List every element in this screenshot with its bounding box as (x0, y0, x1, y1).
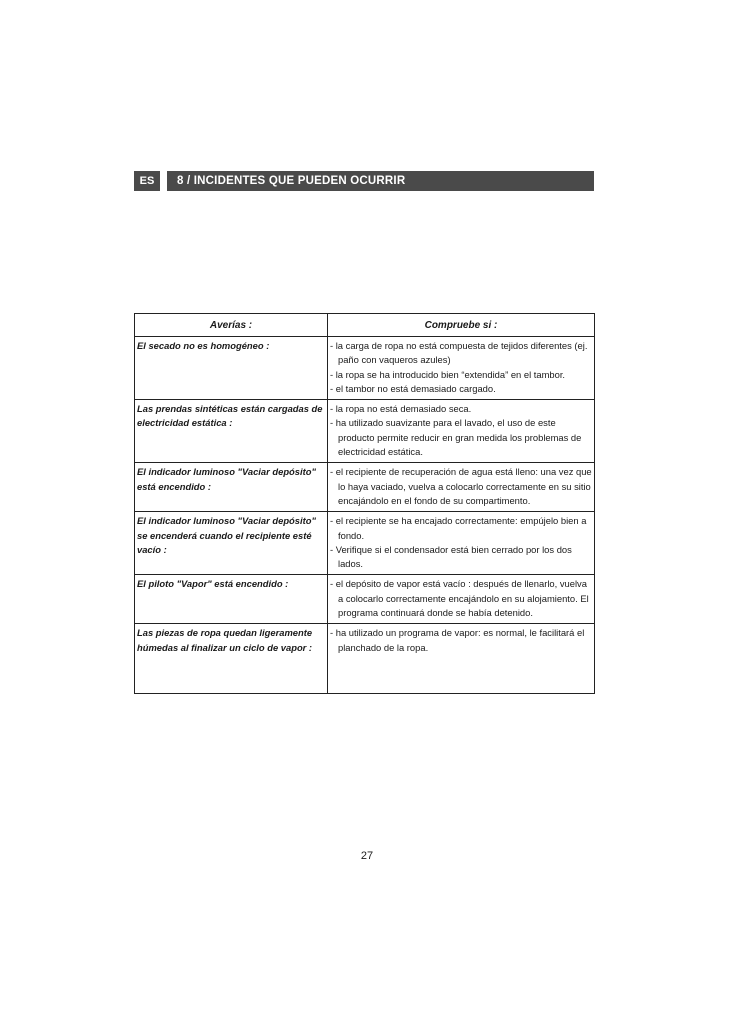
check-cell (328, 512, 595, 575)
problem-cell: El piloto "Vapor" está encendido : (135, 575, 328, 624)
table-row (135, 624, 595, 694)
check-item: - el recipiente de recuperación de agua está lleno: una vez que lo haya vaciado, vuelva a colocarlo correctamente en su sitio encajándolo en el fondo de su compartimento. (330, 466, 592, 506)
check-item: - el recipiente se ha encajado correctamente: empújelo bien a fondo. (330, 515, 587, 541)
table-row (135, 337, 595, 400)
troubleshooting-table (134, 313, 595, 694)
check-item: - Verifique si el condensador está bien cerrado por los dos lados. (330, 543, 572, 570)
check-item: - ha utilizado suavizante para el lavado, el uso de este producto permite reducir en gran medida los problemas de electricidad estática. (330, 417, 582, 458)
problem-cell: Las prendas sintéticas están cargadas de electricidad estática : (135, 400, 328, 463)
section-header (134, 171, 594, 191)
language-badge: ES (134, 171, 160, 191)
column-header-problem: Averías : (135, 314, 328, 337)
page-number: 27 (360, 850, 374, 862)
check-cell (328, 337, 595, 400)
table-row (135, 575, 595, 624)
problem-cell: El indicador luminoso "Vaciar depósito" está encendido : (135, 463, 328, 512)
problem-cell: Las piezas de ropa quedan ligeramente húmedas al finalizar un ciclo de vapor : (135, 624, 328, 694)
check-cell (328, 575, 595, 624)
problem-cell: El secado no es homogéneo : (135, 337, 328, 400)
table-header-row (135, 314, 595, 337)
problem-cell: El indicador luminoso "Vaciar depósito" se encenderá cuando el recipiente esté vacío : (135, 512, 328, 575)
check-cell (328, 624, 595, 694)
check-item: - la carga de ropa no está compuesta de tejidos diferentes (ej. paño con vaqueros azules) (330, 340, 588, 366)
table-row (135, 400, 595, 463)
check-item: - la ropa no está demasiado seca. (330, 403, 472, 415)
check-item: - ha utilizado un programa de vapor: es normal, le facilitará el planchado de la ropa. (330, 627, 585, 653)
check-item: - el tambor no está demasiado cargado. (330, 382, 496, 394)
check-item: - el depósito de vapor está vacío : después de llenarlo, vuelva a colocarlo correctamente encajándolo en su alojamiento. El programa continuará donde se había detenido. (330, 578, 589, 619)
section-title: 8 / INCIDENTES QUE PUEDEN OCURRIR (167, 171, 594, 191)
check-cell (328, 400, 595, 463)
table-row (135, 512, 595, 575)
table-row (135, 463, 595, 512)
column-header-check: Compruebe si : (328, 314, 595, 337)
check-item: - la ropa se ha introducido bien “extendida” en el tambor. (330, 368, 566, 380)
check-cell (328, 463, 595, 512)
